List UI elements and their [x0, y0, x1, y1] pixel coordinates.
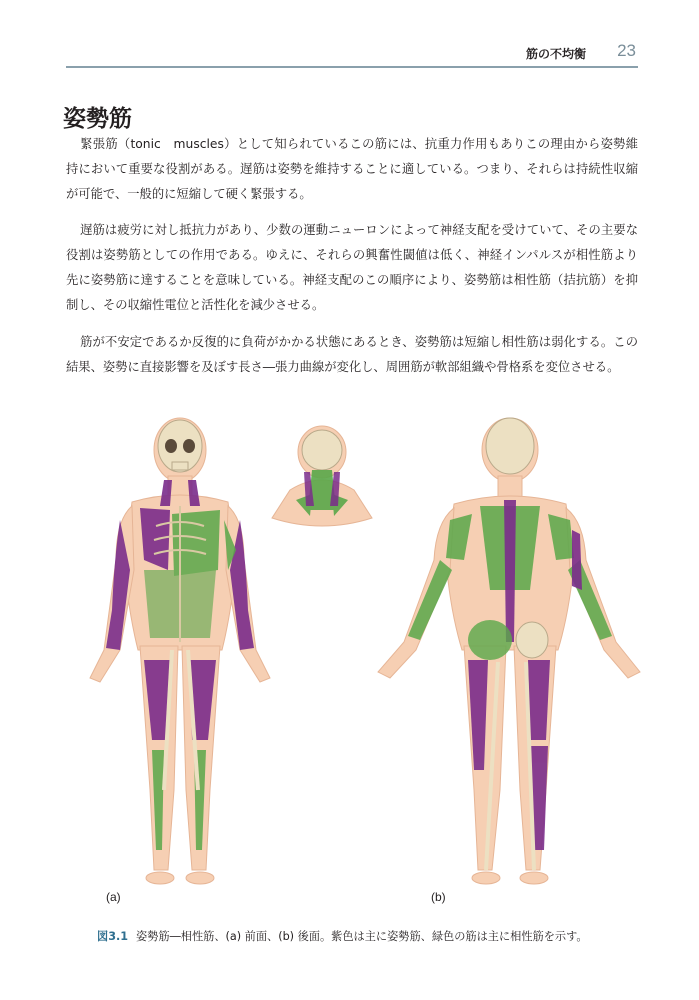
- figure-caption-text: 姿勢筋―相性筋、(a) 前面、(b) 後面。紫色は主に姿勢筋、緑色の筋は主に相性筋を示す。: [136, 930, 588, 943]
- figure-number: 図3.1: [97, 930, 129, 943]
- panel-b-label: (b): [431, 890, 446, 904]
- paragraph-1-text: 緊張筋（tonic muscles）として知られているこの筋には、抗重力作用もありこの理由から姿勢維持において重要な役割がある。遅筋は姿勢を維持することに適している。つまり、それらは持続性収縮が可能で、一般的に短縮して硬く緊張する。: [66, 137, 638, 201]
- paragraph-2: [66, 218, 638, 318]
- paragraph-1: [66, 132, 638, 207]
- back-view-body: [378, 418, 640, 884]
- anatomy-illustration: [60, 410, 650, 920]
- anatomy-figure: [60, 410, 650, 920]
- paragraph-3-text: 筋が不安定であるか反復的に負荷がかかる状態にあるとき、姿勢筋は短縮し相性筋は弱化する。この結果、姿勢に直接影響を及ぼす長さ―張力曲線が変化し、周囲筋が軟部組織や骨格系を変位させる。: [66, 335, 638, 374]
- neck-inset-view: [272, 426, 372, 526]
- paragraph-2-text: 遅筋は疲労に対し抵抗力があり、少数の運動ニューロンによって神経支配を受けていて、その主要な役割は姿勢筋としての作用である。ゆえに、それらの興奮性閾値は低く、神経インパルスが相性筋より先に姿勢筋に達することを意味している。神経支配のこの順序により、姿勢筋は相性筋（拮抗筋）を抑制し、その収縮性電位と活性化を減少させる。: [66, 223, 638, 312]
- running-head-section: 筋の不均衡: [525, 47, 586, 61]
- paragraph-3: [66, 330, 638, 380]
- front-view-body: [90, 418, 270, 884]
- panel-a-label: (a): [106, 890, 121, 904]
- page-number: 23: [617, 41, 636, 60]
- section-title: 姿勢筋: [63, 106, 132, 132]
- running-head: [66, 40, 638, 68]
- figure-caption: [97, 928, 588, 944]
